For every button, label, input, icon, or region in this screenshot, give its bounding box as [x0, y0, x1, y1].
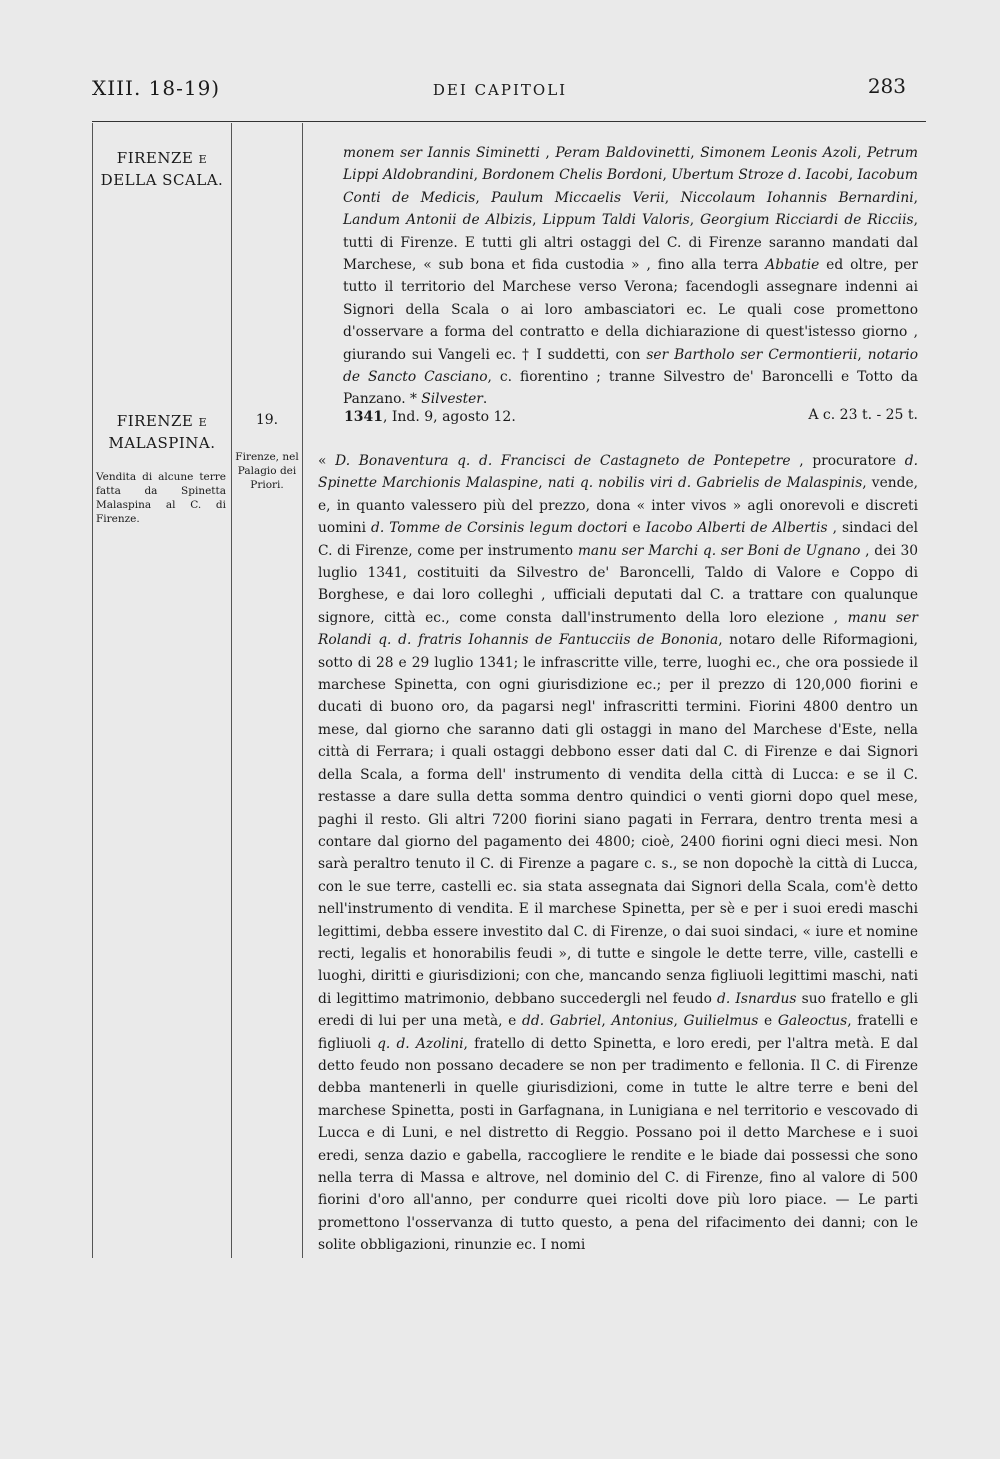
entry19-title-firenze: FIRENZE: [116, 412, 194, 430]
entry18-title-firenze: FIRENZE: [116, 149, 194, 167]
entry19-dateline: [344, 409, 516, 425]
running-head-section: XIII. 18-19): [92, 76, 221, 100]
entry19-date-rest: , Ind. 9, agosto 12.: [382, 409, 516, 425]
header-rule: [92, 121, 926, 122]
entry19-number: 19.: [255, 412, 279, 428]
entry18-text: monem ser Iannis Siminetti , Peram Baldovinetti, Simonem Leonis Azoli, Petrum Lippi Aldobrandini, Bordonem Chelis Bordoni, Ubertum Stroze d. Iacobi, Iacobum Conti de Medicis, Paulum Miccaelis Verii, Niccolaum Iohannis Bernardini, Landum Antonii de Albizis, Lippum Taldi Valoris, Georgium Ricciardi de Ricciis, tutti di Firenze. E tutti gli altri ostaggi del C. di Firenze saranno mandati dal Marchese, « sub bona et fida custodia » , fino alla terra Abbatie ed oltre, per tutto il territorio del Marchese verso Verona; facendogli assegnare indenni ai Signori della Scala o ai loro ambasciatori ec. Le quali cose promettono d'osservare a forma del contratto e della dichiarazione di quest'istesso giorno , giurando sui Vangeli ec. † I suddetti, con ser Bartholo ser Cermontierii, notario de Sancto Casciano, c. fiorentino ; tranne Silvestro de' Baroncelli e Totto da Panzano. * Silvester.: [343, 145, 919, 408]
column-rule-middle: [231, 123, 232, 1258]
entry19-title-e: E: [198, 416, 208, 429]
entry19-place: Firenze, nel Palagio dei Priori.: [235, 451, 299, 491]
entry18-margin-title: [94, 148, 230, 190]
entry18-title-e: E: [198, 153, 208, 166]
entry18-title-scala: DELLA SCALA.: [100, 171, 224, 189]
entry19-summary: Vendita di alcune terre fatta da Spinetta Malaspina al C. di Firenze.: [96, 471, 226, 525]
entry19-year: 1341: [344, 409, 383, 425]
entry19-margin-title: [94, 411, 230, 453]
column-rule-right: [302, 123, 303, 1258]
column-rule-left: [92, 123, 93, 1258]
page-number: 283: [867, 74, 906, 98]
entry19-reference: A c. 23 t. - 25 t.: [808, 407, 918, 423]
entry19-title-malaspina: MALASPINA.: [108, 434, 216, 452]
running-head-title: DEI CAPITOLI: [432, 81, 568, 99]
entry19-text: « D. Bonaventura q. d. Francisci de Castagneto de Pontepetre , procuratore d. Spinette Marchionis Malaspine, nati q. nobilis viri d. Gabrielis de Malaspinis, vende, e, in quanto valessero più del prezzo, dona « inter vivos » agli onorevoli e discreti uomini d. Tomme de Corsinis legum doctori e Iacobo Alberti de Albertis , sindaci del C. di Firenze, come per instrumento manu ser Marchi q. ser Boni de Ugnano , dei 30 luglio 1341, costituiti da Silvestro de' Baroncelli, Taldo di Valore e Coppo di Borghese, e dai loro colleghi , ufficiali deputati dal C. a trattare con qualunque signore, città ec., come consta dall'instrumento della loro elezione , manu ser Rolandi q. d. fratris Iohannis de Fantucciis de Bononia, notaro delle Riformagioni, sotto di 28 e 29 luglio 1341; le infrascritte ville, terre, luoghi ec., che ora possiede il marchese Spinetta, con ogni giurisdizione ec.; per il prezzo di 120,000 fiorini e ducati di buono oro, da pagarsi negl' infrascritti termini. Fiorini 4800 dentro un mese, dal giorno che saranno dati gli ostaggi in mano del Marchese d'Este, nella città di Ferrara; i quali ostaggi debbono esser dati dal C. di Firenze e dai Signori della Scala, a forma dell' instrumento di vendita della città di Lucca: e se il C. restasse a dare sulla detta somma dentro quindici o venti giorni dopo quel mese, paghi il resto. Gli altri 7200 fiorini siano pagati in Ferrara, dentro trenta mesi a contare dal giorno del pagamento dei 4800; cioè, 2400 fiorini ogni dieci mesi. Non sarà peraltro tenuto il C. di Firenze a pagare c. s., se non dopochè la città di Lucca, con le sue terre, castelli ec. sia stata assegnata dai Signori della Scala, com'è detto nell'instrumento di vendita. E il marchese Spinetta, per sè e per i suoi eredi maschi legittimi, debba essere investito dal C. di Firenze, o dai suoi sindaci, « iure et nomine recti, legalis et honorabilis feudi », di tutte e singole le dette terre, ville, castelli e luoghi, diritti e giurisdizioni; con che, mancando senza figliuoli legittimi maschi, nati di legittimo matrimonio, debbano succedergli nel feudo d. Isnardus suo fratello e gli eredi di lui per una metà, e dd. Gabriel, Antonius, Guilielmus e Galeoctus, fratelli e figliuoli q. d. Azolini, fratello di detto Spinetta, e loro eredi, per l'altra metà. E dal detto feudo non possano decadere se non per tradimento e fellonia. Il C. di Firenze debba mantenerli in quelle giurisdizioni, come in tutte le altre terre e beni del marchese Spinetta, posti in Garfagnana, in Lunigiana e nel territorio e vescovado di Lucca e di Luni, e nel distretto di Reggio. Possano poi il detto Marchese e i suoi eredi, senza dazio e gabella, raccogliere le rendite e le biade dai possessi che sono nella terra di Massa e altrove, nel dominio del C. di Firenze, fino al valore di 500 fiorini d'oro all'anno, per condurre quei ricolti dove più loro piace. — Le parti promettono l'osservanza di tutto questo, a pena del rifacimento dei danni; con le solite obbligazioni, rinunzie ec. I nomi: [318, 453, 919, 1254]
